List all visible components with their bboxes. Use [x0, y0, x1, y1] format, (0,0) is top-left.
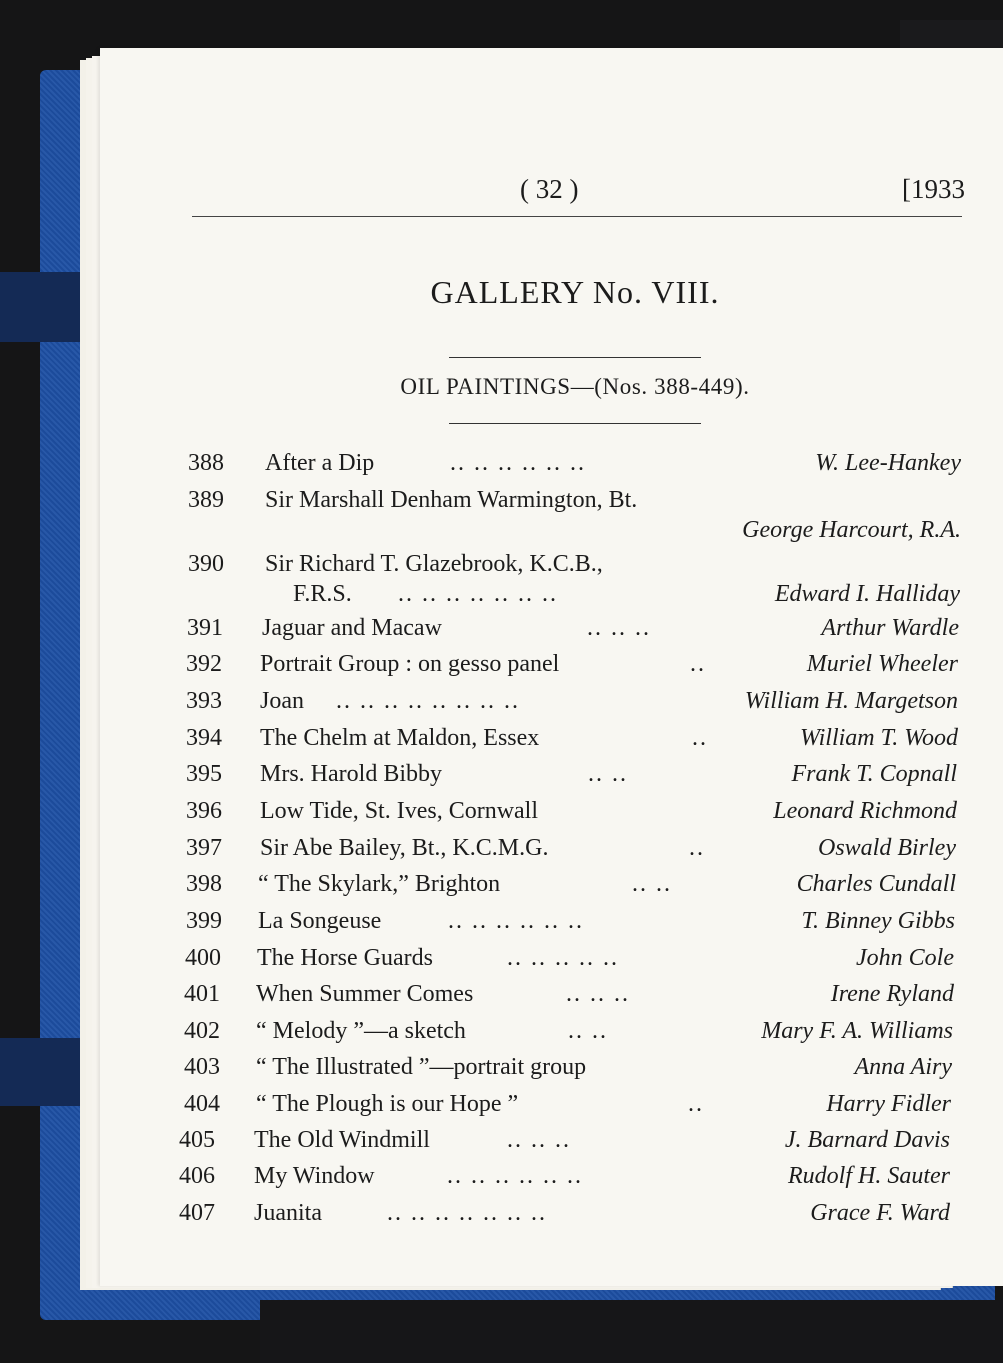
- catalogue-entry: [187, 615, 959, 645]
- entry-number: 395: [186, 761, 222, 787]
- entry-artist: Anna Airy: [854, 1054, 952, 1080]
- leader-dots: ..: [689, 835, 705, 861]
- entry-artist: Edward I. Halliday: [774, 581, 960, 607]
- entry-artist: George Harcourt, R.A.: [742, 517, 961, 543]
- leader-dots: ..: [688, 1091, 704, 1117]
- entry-title: Low Tide, St. Ives, Cornwall: [260, 798, 539, 824]
- entry-artist: Mary F. A. Williams: [761, 1018, 953, 1044]
- entry-number: 397: [186, 835, 222, 861]
- entry-number: 401: [184, 981, 220, 1007]
- catalogue-entry: [186, 688, 958, 718]
- entry-title: My Window: [254, 1163, 375, 1189]
- entry-artist: William T. Wood: [799, 725, 958, 751]
- leader-dots: .. .. .. .. .. .. ..: [398, 581, 558, 607]
- entry-number: 392: [186, 651, 222, 677]
- entry-number: 403: [184, 1054, 220, 1080]
- entry-artist: T. Binney Gibbs: [801, 908, 955, 934]
- catalogue-entry: [179, 1127, 950, 1157]
- entry-artist: Frank T. Copnall: [791, 761, 957, 787]
- leader-dots: .. .. .. .. .. ..: [448, 908, 584, 934]
- entry-number: 390: [188, 551, 224, 577]
- entry-artist: John Cole: [856, 945, 954, 971]
- entry-title: “ Melody ”—a sketch: [256, 1018, 466, 1044]
- leader-dots: .. .. .. .. ..: [507, 945, 619, 971]
- entry-title: Portrait Group : on gesso panel: [260, 651, 560, 677]
- catalogue-entry: [186, 651, 958, 681]
- leader-dots: ..: [690, 651, 706, 677]
- leader-dots: .. .. .. .. .. ..: [447, 1163, 583, 1189]
- catalogue-page: [100, 48, 1003, 1286]
- entry-number: 400: [185, 945, 221, 971]
- catalogue-entry: [188, 487, 961, 553]
- leader-dots: .. .. ..: [587, 615, 651, 641]
- leader-dots: .. ..: [568, 1018, 608, 1044]
- leader-dots: ..: [692, 725, 708, 751]
- entry-title: The Chelm at Maldon, Essex: [260, 725, 540, 751]
- entry-number: 406: [179, 1163, 215, 1189]
- catalogue-entry: [188, 551, 960, 615]
- entry-artist: Charles Cundall: [796, 871, 956, 897]
- entry-artist: Leonard Richmond: [773, 798, 957, 824]
- catalogue-entry: [185, 945, 954, 975]
- catalogue-entry: [186, 798, 957, 828]
- background-shadow-bottom: [260, 1300, 1003, 1363]
- catalogue-entry: [186, 725, 958, 755]
- entry-artist: Grace F. Ward: [810, 1200, 950, 1226]
- leader-dots: .. .. .. .. .. .. ..: [387, 1200, 547, 1226]
- entry-number: 407: [179, 1200, 215, 1226]
- entry-number: 404: [184, 1091, 220, 1117]
- entry-number: 396: [186, 798, 222, 824]
- entry-artist: Oswald Birley: [818, 835, 956, 861]
- entry-title-continuation: F.R.S.: [293, 581, 352, 607]
- entry-title: “ The Plough is our Hope ”: [256, 1091, 519, 1117]
- entry-artist: W. Lee-Hankey: [815, 450, 961, 476]
- catalogue-entry: [184, 981, 954, 1011]
- running-head: [190, 174, 965, 214]
- catalogue-entry: [186, 761, 957, 791]
- entry-title: La Songeuse: [258, 908, 382, 934]
- leader-dots: .. .. .. .. .. .. .. ..: [336, 688, 520, 714]
- entry-title: Mrs. Harold Bibby: [260, 761, 442, 787]
- entry-title: “ The Illustrated ”—portrait group: [256, 1054, 587, 1080]
- catalogue-entry: [179, 1163, 950, 1193]
- entry-title: Sir Marshall Denham Warmington, Bt.: [265, 487, 638, 513]
- entry-title: Juanita: [254, 1200, 322, 1226]
- entry-artist: Muriel Wheeler: [806, 651, 958, 677]
- page-number: ( 32 ): [520, 174, 579, 204]
- entry-artist: Harry Fidler: [826, 1091, 951, 1117]
- header-rule: [192, 216, 962, 217]
- catalogue-entry: [184, 1091, 951, 1121]
- title-rule-top: [449, 357, 701, 358]
- entry-title: Sir Abe Bailey, Bt., K.C.M.G.: [260, 835, 549, 861]
- entry-title: Jaguar and Macaw: [262, 615, 442, 641]
- leader-dots: .. ..: [588, 761, 628, 787]
- entry-number: 399: [186, 908, 222, 934]
- entry-artist: J. Barnard Davis: [784, 1127, 950, 1153]
- leader-dots: .. ..: [632, 871, 672, 897]
- title-rule-bottom: [449, 423, 701, 424]
- entry-title: Sir Richard T. Glazebrook, K.C.B.,: [265, 551, 603, 577]
- entry-artist: Irene Ryland: [830, 981, 954, 1007]
- entry-number: 394: [186, 725, 222, 751]
- section-subtitle: OIL PAINTINGS—(Nos. 388-449).: [400, 374, 750, 399]
- entry-artist: William H. Margetson: [744, 688, 958, 714]
- entry-title: The Horse Guards: [257, 945, 433, 971]
- catalogue-entry: [184, 1054, 952, 1084]
- entry-title: “ The Skylark,” Brighton: [258, 871, 501, 897]
- gallery-title: GALLERY No. VIII.: [430, 274, 720, 310]
- leader-dots: .. .. ..: [507, 1127, 571, 1153]
- catalogue-entry: [186, 835, 956, 865]
- entry-title: After a Dip: [265, 450, 375, 476]
- entry-number: 405: [179, 1127, 215, 1153]
- cover-tab-upper: [0, 272, 80, 342]
- entry-title: Joan: [260, 688, 304, 714]
- entry-artist: Arthur Wardle: [821, 615, 959, 641]
- leader-dots: .. .. ..: [566, 981, 630, 1007]
- catalogue-entry: [179, 1200, 950, 1230]
- entry-number: 391: [187, 615, 223, 641]
- catalogue-entry: [186, 908, 955, 938]
- entry-number: 402: [184, 1018, 220, 1044]
- entry-number: 389: [188, 487, 224, 513]
- entry-number: 393: [186, 688, 222, 714]
- entry-number: 398: [186, 871, 222, 897]
- leader-dots: .. .. .. .. .. ..: [450, 450, 586, 476]
- catalogue-entry: [186, 871, 956, 901]
- catalogue-entry: [188, 450, 961, 480]
- entry-number: 388: [188, 450, 224, 476]
- cover-tab-lower: [0, 1038, 80, 1106]
- catalogue-entry: [184, 1018, 953, 1048]
- entry-title: When Summer Comes: [256, 981, 474, 1007]
- entry-title: The Old Windmill: [254, 1127, 430, 1153]
- entry-artist: Rudolf H. Sauter: [788, 1163, 950, 1189]
- year-label: [1933: [902, 174, 965, 204]
